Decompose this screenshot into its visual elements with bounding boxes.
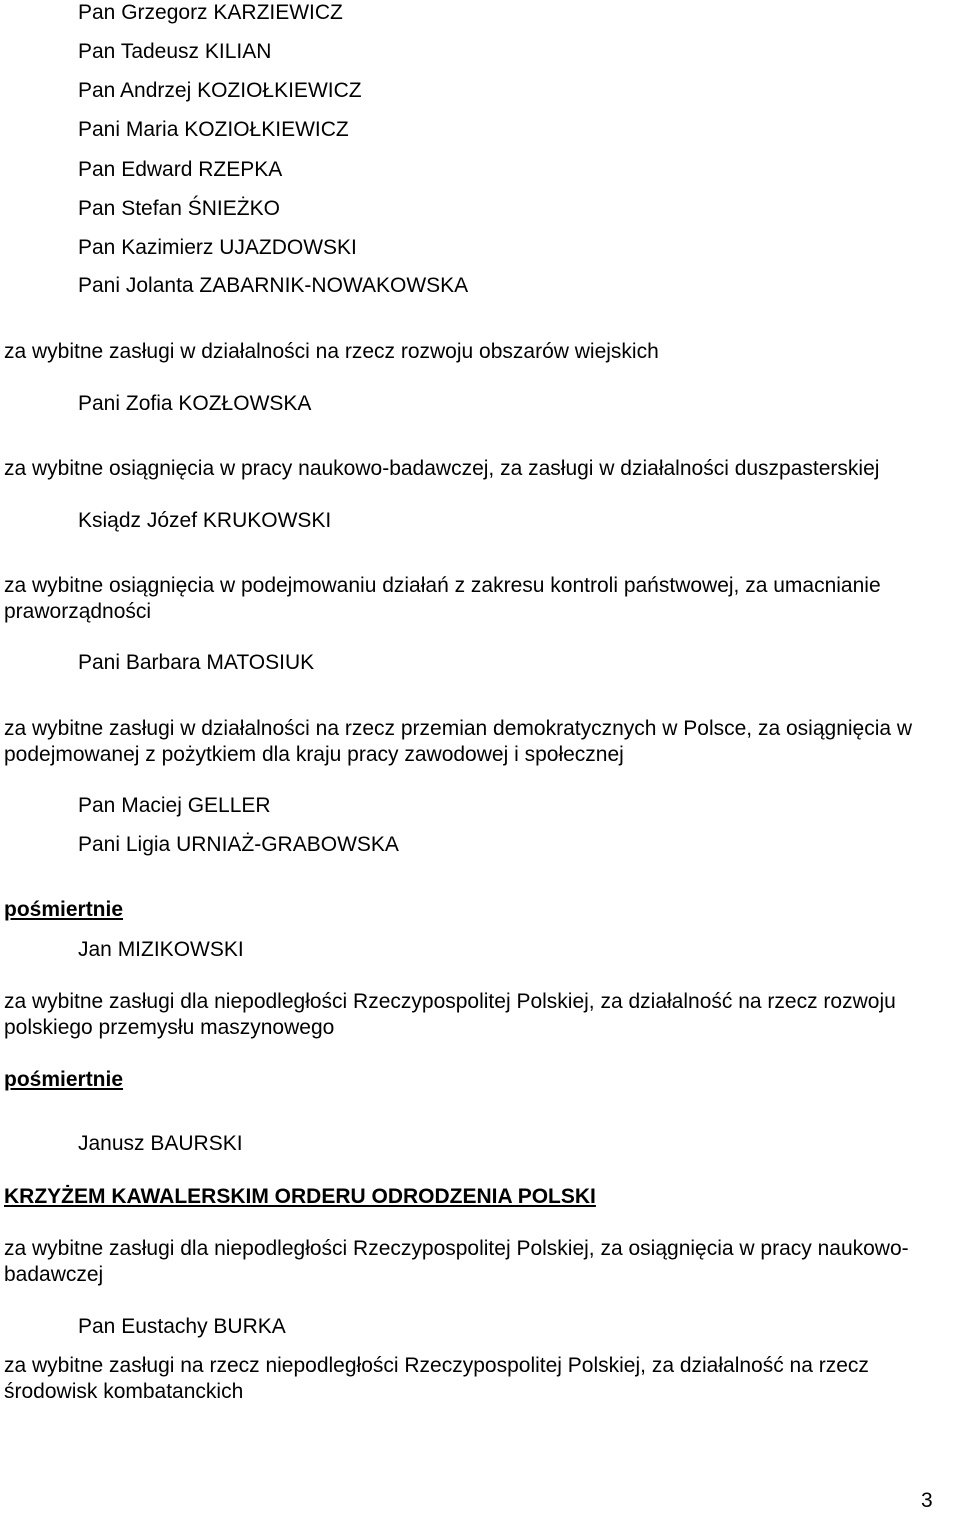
awardee-name: Pani Maria KOZIOŁKIEWICZ <box>78 118 349 141</box>
page-number: 3 <box>921 1489 933 1512</box>
citation-text: za wybitne osiągnięcia w podejmowaniu działań z zakresu kontroli państwowej, za umacnianie praworządności <box>4 574 881 623</box>
awardee-name: Pan Andrzej KOZIOŁKIEWICZ <box>78 79 362 102</box>
awardee-name: Janusz BAURSKI <box>78 1132 243 1155</box>
awardee-name: Pan Grzegorz KARZIEWICZ <box>78 1 343 24</box>
citation-text: za wybitne zasługi na rzecz niepodległości Rzeczypospolitej Polskiej, za działalność na rzecz środowisk kombatanckich <box>4 1354 869 1403</box>
citation-text: za wybitne zasługi dla niepodległości Rzeczypospolitej Polskiej, za osiągnięcia w pracy naukowo-badawczej <box>4 1237 909 1286</box>
awardee-name: Ksiądz Józef KRUKOWSKI <box>78 509 332 532</box>
citation-text: za wybitne zasługi w działalności na rzecz przemian demokratycznych w Polsce, za osiągnięcia w podejmowanej z pożytkiem dla kraju pracy zawodowej i społecznej <box>4 717 913 766</box>
awardee-name: Pani Jolanta ZABARNIK-NOWAKOWSKA <box>78 274 469 297</box>
posthumous-label: pośmiertnie <box>4 898 124 921</box>
section-heading: KRZYŻEM KAWALERSKIM ORDERU ODRODZENIA POLSKI <box>4 1185 596 1208</box>
citation-text: za wybitne zasługi w działalności na rzecz rozwoju obszarów wiejskich <box>4 340 659 363</box>
awardee-name: Pan Edward RZEPKA <box>78 158 283 181</box>
awardee-name: Pan Kazimierz UJAZDOWSKI <box>78 236 357 259</box>
awardee-name: Pan Maciej GELLER <box>78 794 271 817</box>
citation-text: za wybitne zasługi dla niepodległości Rzeczypospolitej Polskiej, za działalność na rzecz rozwoju polskiego przemysłu maszynowego <box>4 990 896 1039</box>
awardee-name: Jan MIZIKOWSKI <box>78 938 244 961</box>
posthumous-label: pośmiertnie <box>4 1068 124 1091</box>
awardee-name: Pan Stefan ŚNIEŻKO <box>78 197 280 220</box>
awardee-name: Pan Eustachy BURKA <box>78 1315 286 1338</box>
awardee-name: Pani Zofia KOZŁOWSKA <box>78 392 312 415</box>
citation-text: za wybitne osiągnięcia w pracy naukowo-badawczej, za zasługi w działalności duszpasterskiej <box>4 457 880 480</box>
awardee-name: Pan Tadeusz KILIAN <box>78 40 272 63</box>
awardee-name: Pani Barbara MATOSIUK <box>78 651 315 674</box>
awardee-name: Pani Ligia URNIAŻ-GRABOWSKA <box>78 833 399 856</box>
